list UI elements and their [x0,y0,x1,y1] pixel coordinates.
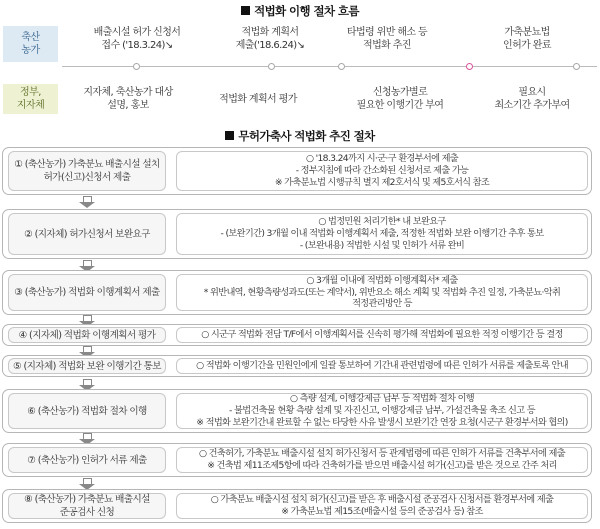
procedure-step-label [8,213,166,255]
procedure-step-detail [176,358,588,374]
procedure-step-label [8,358,166,374]
procedure-step-label-text: ⑤ (지자체) 적법화 보완 이행기간 통보 [13,360,161,372]
detail-line: - (보완기간) 3개월 이내 적법화 이행계획서 제출, 적정한 적법화 보완 이행기간 추후 통보 [220,228,544,240]
procedure-step-label [8,447,166,473]
detail-line: ○ 3개월 이내에 적법화 이행계획서* 제출 [306,274,458,286]
procedure-step-label-text: ③ (축산농가) 적법화 이행계획서 제출 [14,287,160,298]
timeline-dot-accent [466,63,473,70]
flow-top-step-text: 타법령 위반 해소 등 적법화 추진 [346,27,428,51]
detail-line: - (보완내용) 적법한 시설 및 인허가 서류 완비 [299,239,465,251]
timeline-dot [268,63,275,70]
detail-line: - 정부지침에 따라 간소화된 신청서로 제출 가능 [295,165,469,177]
procedure-step-label [8,274,166,311]
detail-line: ○ 시군구 적법화 전담 T/F에서 이행계획서를 신속히 평가해 적법화에 필요한 적정 이행기간 등 결정 [201,329,563,341]
role-government [3,84,58,114]
square-bullet-icon [225,131,234,140]
flow-top-step-text: 배출시설 허가 신청서 접수 ('18.3.24)↘ [93,27,181,51]
flow-bottom-step-text: 적법화 계획서 평가 [219,94,297,105]
procedure-step-detail [176,393,588,429]
role-government-label: 정부, 지자체 [16,87,45,111]
detail-line: ※ 건축법 제11조제5항에 따라 건축허가를 받으면 배출시설 허가(신고)를 받은 것으로 간주 처리 [207,460,557,471]
detail-line: ※ 가축분뇨법 시행규칙 별지 제2호서식 및 제5호서식 참조 [274,176,490,188]
procedure-step-label-text: ④ (지자체) 적법화 이행계획서 평가 [18,329,156,341]
detail-line: ○ '18.3.24까지 시·군·구 환경부서에 제출 [305,153,459,165]
role-farmer-label: 축산 농가 [21,32,40,56]
flow-bottom-step [63,86,193,112]
flow-top-step [462,26,592,52]
procedure-step-detail [176,213,588,255]
flow-bottom-step-text: 지자체, 축산농가 대상 설명, 홍보 [83,87,173,111]
procedure-step-label-text: ⑥ (축산농가) 적법화 절차 이행 [27,405,147,417]
procedure-step-detail [176,327,588,343]
flow-top-step-text: 가축분뇨법 인허가 완료 [503,27,551,51]
timeline-line [62,66,597,67]
procedure-step-label-text: ② (지자체) 허가신청서 보완요구 [24,228,150,240]
flow-bottom-step [193,93,323,106]
procedure-step-detail [176,447,588,473]
procedure-step-detail [176,151,588,191]
procedure-step-label [8,493,166,519]
flow-bottom-step-text: 신청농가별로 필요한 이행기간 부여 [356,87,444,111]
timeline-dot [573,63,580,70]
detail-line: ○ 적법화 이행기간을 민원인에게 일괄 통보하여 기간내 관련법령에 따른 인허가 서류를 제출토록 안내 [196,360,568,372]
procedure-title [0,128,600,144]
procedure-step-label-text: ① (축산농가) 가축분뇨 배출시설 설치 허가(신고)신청서 제출 [14,159,160,183]
watermark-logo [497,514,597,528]
procedure-step-label [8,393,166,429]
flow-top-step [322,26,452,52]
procedure-step-label [8,151,166,191]
procedure-step-label [8,327,166,343]
role-farmer [3,26,58,62]
flow-title [0,3,600,19]
detail-line: ○ 가축분뇨 배출시설 설치 허가(신고)를 받은 후 배출시설 준공검사 신청서를 환경부서에 제출 [210,494,554,506]
detail-line: * 위반내역, 현황측량성과도(또는 계약서), 위반요소 해소 계획 및 적법화 추진 일정, 가축분뇨·악취 [203,286,561,298]
timeline-dot [133,63,140,70]
flow-bottom-step [335,86,465,112]
flow-bottom-step-text: 필요시 최소기간 추가부여 [494,87,570,111]
detail-line: ○ 건축허가, 가축분뇨 배출시설 설치 허가신청서 등 관계법령에 따른 인허가 서류를 건축부서에 제출 [199,448,565,460]
timeline-dot [338,63,345,70]
procedure-step-label-text: ⑧ (축산농가) 가축분뇨 배출시설 준공검사 신청 [24,494,150,518]
detail-line: ○ 법정민원 처리기한* 내 보완요구 [318,216,446,228]
detail-line: ※ 적법화 보완기간내 완료할 수 없는 타당한 사유 발생시 보완기간 연장 요청(시군구 환경부서와 협의) [196,416,568,428]
down-arrow-icon [78,196,96,208]
flow-top-step [72,26,202,52]
detail-line: ※ 가축분뇨법 제15조(배출시설 등의 준공검사 등) 참조 [281,506,483,517]
flow-top-step [205,26,335,52]
procedure-step-label-text: ⑦ (축산농가) 인허가 서류 제출 [27,454,147,466]
procedure-step-detail [176,274,588,311]
detail-line: 적정관리방안 등 [352,298,412,310]
square-bullet-icon [241,6,250,15]
procedure-title-text: 무허가축사 적법화 추진 절차 [238,129,375,143]
flow-top-step-text: 적법화 계획서 제출('18.6.24)↘ [235,27,305,51]
detail-line: ○ 측량 설계, 이행강제금 납부 등 적법화 절차 이행 [289,393,475,405]
flow-title-text: 적법화 이행 절차 흐름 [254,4,359,18]
detail-line: - 불법건축물 현황 측량 설계 및 자진신고, 이행강제금 납부, 가설건축물 축조 신고 등 [229,405,535,417]
flow-bottom-step [467,86,597,112]
